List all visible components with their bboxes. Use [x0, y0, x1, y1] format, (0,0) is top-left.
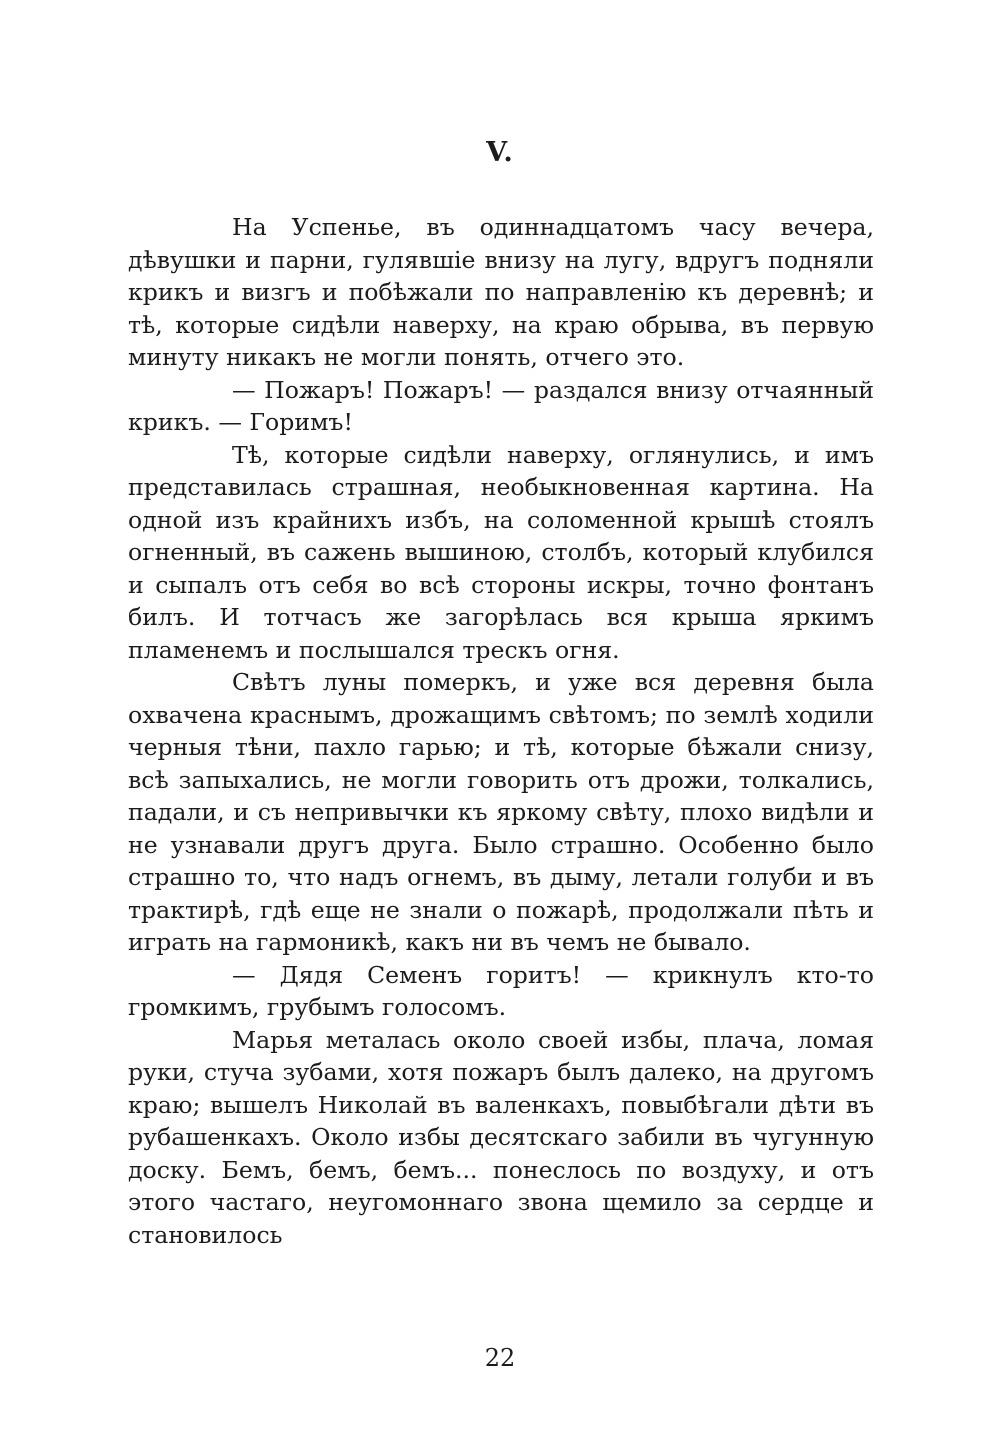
paragraph: Марья металась около своей избы, плача, ломая руки, стуча зубами, хотя пожаръ былъ далеко, на другомъ краю; вышелъ Николай въ валенкахъ, повыбѣгали дѣти въ рубашенкахъ. Около избы десятскаго забили въ чугунную доску. Бемъ, бемъ, бемъ... понеслось по воздуху, и отъ этого частаго, неугомоннаго звона щемило за сердце и становилось [128, 1025, 874, 1249]
paragraph: Тѣ, которые сидѣли наверху, оглянулись, и имъ представилась страшная, необыкновенная картина. На одной изъ крайнихъ избъ, на соломенной крышѣ стоялъ огненный, въ сажень вышиною, столбъ, который клубился и сыпалъ отъ себя во всѣ стороны искры, точно фонтанъ билъ. И тотчасъ же загорѣлась вся крыша яркимъ пламенемъ и послышался трескъ огня. [128, 440, 874, 664]
paragraph: На Успенье, въ одиннадцатомъ часу вечера, дѣвушки и парни, гулявшіе внизу на лугу, вдругъ подняли крикъ и визгъ и побѣжали по направленію къ деревнѣ; и тѣ, которые сидѣли наверху, на краю обрыва, въ первую минуту никакъ не могли понять, отчего это. [128, 213, 874, 371]
paragraph: Свѣтъ луны померкъ, и уже вся деревня была охвачена краснымъ, дрожащимъ свѣтомъ; по землѣ ходили черныя тѣни, пахло гарью; и тѣ, которые бѣжали снизу, всѣ запыхались, не могли говорить отъ дрожи, толкались, падали, и съ непривычки къ яркому свѣту, плохо видѣли и не узнавали другъ друга. Было страшно. Особенно было страшно то, что надъ огнемъ, въ дыму, летали голуби и въ трактирѣ, гдѣ еще не знали о пожарѣ, продолжали пѣть и играть на гармоникѣ, какъ ни въ чемъ не бывало. [128, 668, 874, 956]
paragraph: — Пожаръ! Пожаръ! — раздался внизу отчаянный крикъ. — Горимъ! [128, 375, 874, 436]
page-number: 22 [484, 1344, 516, 1372]
chapter-heading: V. [486, 137, 514, 168]
paragraph: — Дядя Семенъ горитъ! — крикнулъ кто-то громкимъ, грубымъ голосомъ. [128, 960, 874, 1021]
text-body [128, 211, 874, 1251]
